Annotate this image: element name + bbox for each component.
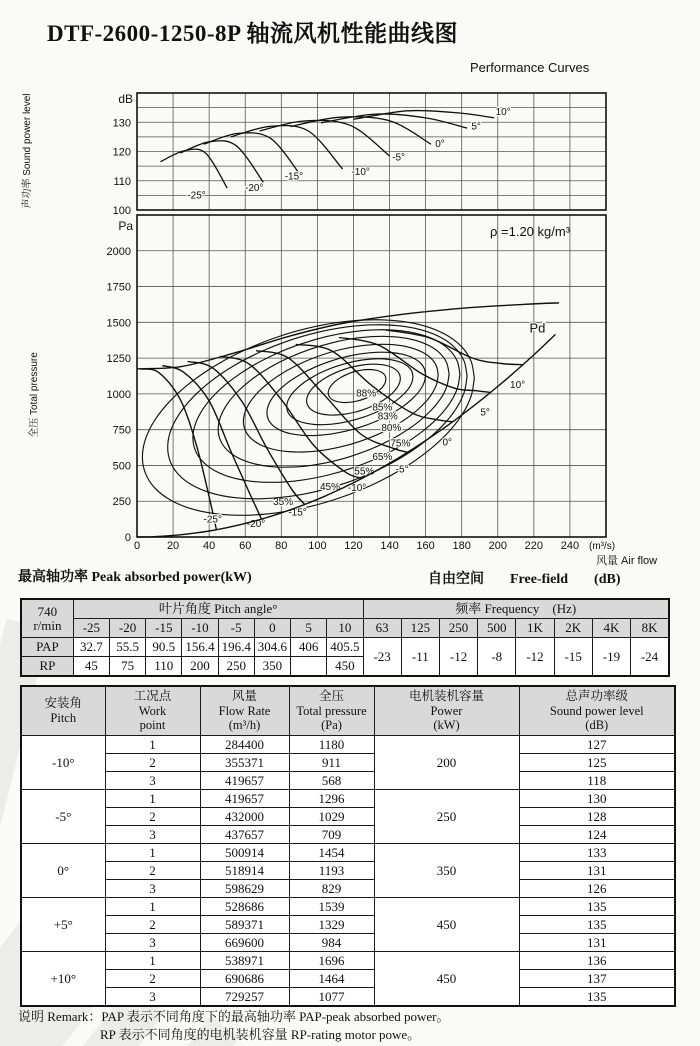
pitch-curve-label: -25° <box>203 514 222 526</box>
sound-curve-label: -20° <box>245 182 264 194</box>
y-axis-tick-label: 1250 <box>106 353 131 366</box>
x-axis-tick-label: 0 <box>133 540 141 552</box>
table-row <box>21 952 675 970</box>
flow-rate-cell: 518914 <box>200 862 289 880</box>
table-row <box>21 772 675 790</box>
x-axis-tick-label: 20 <box>166 540 180 552</box>
total-pressure-cell: 1193 <box>289 862 374 880</box>
sound-curve-label: 5° <box>471 121 481 133</box>
sound-power-cell: 131 <box>519 934 675 952</box>
flow-rate-cell: 419657 <box>200 772 289 790</box>
rp-value: 200 <box>182 657 218 677</box>
pitch-cell: +5° <box>21 898 105 952</box>
table-row <box>21 736 675 754</box>
work-point-cell: 3 <box>105 826 200 844</box>
efficiency-label: 55% <box>354 466 375 478</box>
pitch-angle-value: -10 <box>182 619 218 638</box>
frequency-header: 频率 Frequency (Hz) <box>363 599 669 619</box>
table-row <box>21 916 675 934</box>
table-row <box>21 790 675 808</box>
pitch-angle-value: -5 <box>218 619 254 638</box>
frequency-band: 63 <box>363 619 401 638</box>
frequency-band: 8K <box>631 619 669 638</box>
work-point-cell: 2 <box>105 970 200 988</box>
remark-line-2: RP 表示不同角度的电机装机容量 RP-rating motor powe。 <box>100 1027 421 1042</box>
efficiency-label: 65% <box>372 452 393 464</box>
pitch-frequency-table <box>20 598 670 677</box>
x-axis-tick-label: 240 <box>560 540 580 552</box>
power-cell: 250 <box>374 790 519 844</box>
work-point-cell: 1 <box>105 844 200 862</box>
pap-value: 156.4 <box>182 638 218 657</box>
sound-curve-label: 10° <box>495 106 511 118</box>
pap-value: 405.5 <box>327 638 363 657</box>
sound-power-cell: 124 <box>519 826 675 844</box>
pd-curve-label: Pd <box>529 320 546 336</box>
frequency-band: 2K <box>554 619 592 638</box>
pap-row-label: PAP <box>21 638 73 657</box>
sound-power-cell: 125 <box>519 754 675 772</box>
pitch-curve-label: 0° <box>442 437 453 449</box>
flow-rate-cell: 538971 <box>200 952 289 970</box>
table-row <box>21 862 675 880</box>
sound-power-cell: 130 <box>519 790 675 808</box>
free-field-en: Free-field <box>510 572 569 587</box>
table-cell <box>21 619 669 638</box>
rp-value: 350 <box>254 657 290 677</box>
y-axis-tick-label: 500 <box>112 460 131 473</box>
x-axis-unit-label: (m³/s) <box>589 541 616 552</box>
table-row <box>21 898 675 916</box>
pitch-pressure-curve <box>256 351 411 453</box>
sound-power-cell: 118 <box>519 772 675 790</box>
pressure-chart-ylabel: 全压 Total pressure <box>29 352 40 438</box>
total-pressure-cell: 911 <box>289 754 374 772</box>
table-row <box>21 754 675 772</box>
frequency-correction-value: -11 <box>401 638 439 677</box>
pap-value: 90.5 <box>146 638 182 657</box>
y-axis-tick-label: 1750 <box>106 281 131 294</box>
pitch-cell: -5° <box>21 790 105 844</box>
x-axis-tick-label: 60 <box>239 540 252 552</box>
frequency-band: 500 <box>478 619 516 638</box>
y-axis-tick-label: 250 <box>112 496 131 509</box>
work-point-cell: 3 <box>105 934 200 952</box>
x-axis-tick-label: 40 <box>203 540 216 552</box>
flow-rate-cell: 589371 <box>200 916 289 934</box>
sound-curve-label: -10° <box>351 166 370 178</box>
pap-value: 406 <box>291 638 327 657</box>
pitch-cell: -10° <box>21 736 105 790</box>
column-header: 总声功率级 Sound power level (dB) <box>519 686 675 736</box>
work-point-cell: 3 <box>105 772 200 790</box>
sound-power-cell: 127 <box>519 736 675 754</box>
sound-curve-label: -25° <box>187 190 206 202</box>
total-pressure-cell: 984 <box>289 934 374 952</box>
x-axis-tick-label: 180 <box>452 540 471 552</box>
sound-power-cell: 136 <box>519 952 675 970</box>
sound-power-cell: 128 <box>519 808 675 826</box>
sound-power-cell: 131 <box>519 862 675 880</box>
sound-power-cell: 133 <box>519 844 675 862</box>
sound-power-cell: 126 <box>519 880 675 898</box>
total-pressure-cell: 568 <box>289 772 374 790</box>
flow-rate-cell: 500914 <box>200 844 289 862</box>
pitch-angle-value: -25 <box>73 619 109 638</box>
rp-value: 110 <box>146 657 182 677</box>
frequency-correction-value: -23 <box>363 638 401 677</box>
total-pressure-cell: 709 <box>289 826 374 844</box>
performance-curves-label: Performance Curves <box>470 60 590 75</box>
pitch-angle-value: 10 <box>327 619 363 638</box>
column-header: 安装角 Pitch <box>21 686 105 736</box>
efficiency-label: 80% <box>381 422 402 434</box>
flow-rate-cell: 432000 <box>200 808 289 826</box>
rp-value: 250 <box>218 657 254 677</box>
frequency-band: 250 <box>439 619 477 638</box>
total-pressure-cell: 1029 <box>289 808 374 826</box>
pitch-angle-value: -20 <box>110 619 146 638</box>
column-header: 电机装机容量 Power (kW) <box>374 686 519 736</box>
pitch-angle-value: 0 <box>254 619 290 638</box>
sound-curve <box>231 126 343 170</box>
sound-curve-label: -5° <box>392 152 406 164</box>
rp-value <box>291 657 327 677</box>
power-cell: 200 <box>374 736 519 790</box>
flow-rate-cell: 437657 <box>200 826 289 844</box>
rp-value: 45 <box>73 657 109 677</box>
table-cell <box>21 599 669 619</box>
column-header: 风量 Flow Rate (m³/h) <box>200 686 289 736</box>
power-cell: 450 <box>374 898 519 952</box>
y-axis-tick-label: 2000 <box>106 245 131 258</box>
sound-chart-ylabel: 声功率 Sound power level <box>22 93 33 209</box>
pap-value: 32.7 <box>73 638 109 657</box>
y-axis-tick-label: 1500 <box>106 317 131 330</box>
work-point-cell: 1 <box>105 790 200 808</box>
efficiency-label: 75% <box>390 438 411 450</box>
table-row <box>21 844 675 862</box>
y-axis-tick-label: 100 <box>112 205 131 217</box>
pitch-curve-label: 5° <box>480 407 490 419</box>
frequency-band: 4K <box>592 619 630 638</box>
page-title: DTF-2600-1250-8P 轴流风机性能曲线图 <box>47 21 459 46</box>
flow-rate-cell: 690686 <box>200 970 289 988</box>
x-axis-tick-label: 100 <box>308 540 327 552</box>
sound-curve <box>204 133 300 174</box>
speed-cell: 740 r/min <box>21 599 73 638</box>
rp-value: 450 <box>327 657 363 677</box>
table-row <box>21 934 675 952</box>
work-point-cell: 2 <box>105 754 200 772</box>
peak-power-label: 最高轴功率 Peak absorbed power(kW) <box>18 570 252 585</box>
x-axis-title: 风量 Air flow <box>596 555 658 567</box>
column-header: 全压 Total pressure (Pa) <box>289 686 374 736</box>
total-pressure-cell: 1454 <box>289 844 374 862</box>
efficiency-label: 88% <box>356 388 377 400</box>
sound-curve <box>321 114 467 128</box>
performance-charts <box>0 85 700 580</box>
x-axis-tick-label: 120 <box>344 540 363 552</box>
work-point-cell: 2 <box>105 862 200 880</box>
free-field-unit: (dB) <box>594 572 621 587</box>
flow-rate-cell: 528686 <box>200 898 289 916</box>
frequency-band: 1K <box>516 619 554 638</box>
efficiency-label: 83% <box>377 411 398 423</box>
sound-curve-label: -15° <box>284 171 304 183</box>
work-point-cell: 3 <box>105 880 200 898</box>
table-row <box>21 808 675 826</box>
y-axis-tick-label: 110 <box>113 175 131 188</box>
pitch-curve-label: -20° <box>246 518 266 530</box>
operating-points-table <box>20 685 676 1007</box>
flow-rate-cell: 598629 <box>200 880 289 898</box>
free-field-label <box>428 568 647 588</box>
sound-curve-label: 0° <box>435 139 445 151</box>
y-axis-tick-label: 1000 <box>106 388 131 401</box>
total-pressure-cell: 829 <box>289 880 374 898</box>
work-point-cell: 2 <box>105 808 200 826</box>
work-point-cell: 1 <box>105 736 200 754</box>
power-cell: 450 <box>374 952 519 1007</box>
free-field-zh: 自由空间 <box>428 572 484 587</box>
y-axis-tick-label: 130 <box>112 117 131 130</box>
sound-power-cell: 135 <box>519 916 675 934</box>
flow-rate-cell: 284400 <box>200 736 289 754</box>
frequency-correction-value: -19 <box>592 638 630 677</box>
pitch-angle-header: 叶片角度 Pitch angle° <box>73 599 363 619</box>
frequency-correction-value: -12 <box>439 638 477 677</box>
sound-curve <box>180 141 263 183</box>
total-pressure-cell: 1539 <box>289 898 374 916</box>
frequency-correction-value: -15 <box>554 638 592 677</box>
total-pressure-cell: 1329 <box>289 916 374 934</box>
table-row <box>21 826 675 844</box>
sound-power-cell: 135 <box>519 988 675 1007</box>
y-axis-unit-label: dB <box>118 92 133 106</box>
y-axis-tick-label: 750 <box>112 424 131 437</box>
rp-value: 75 <box>110 657 146 677</box>
work-point-cell: 1 <box>105 952 200 970</box>
x-axis-tick-label: 160 <box>416 540 435 552</box>
frequency-band: 125 <box>401 619 439 638</box>
table-cell <box>21 686 675 736</box>
pap-value: 55.5 <box>110 638 146 657</box>
column-header: 工况点 Work point <box>105 686 200 736</box>
efficiency-label: 35% <box>273 496 294 508</box>
pap-value: 304.6 <box>254 638 290 657</box>
pitch-curve-label: -5° <box>395 464 409 476</box>
flow-rate-cell: 729257 <box>200 988 289 1007</box>
flow-rate-cell: 355371 <box>200 754 289 772</box>
sound-curve <box>160 149 227 188</box>
pitch-angle-value: 5 <box>291 619 327 638</box>
flow-rate-cell: 419657 <box>200 790 289 808</box>
pd-curve <box>137 334 556 537</box>
total-pressure-cell: 1077 <box>289 988 374 1007</box>
y-axis-tick-label: 120 <box>112 146 131 159</box>
sound-power-cell: 137 <box>519 970 675 988</box>
pitch-curve-label: -15° <box>288 507 307 519</box>
x-axis-tick-label: 80 <box>275 540 288 552</box>
total-pressure-cell: 1464 <box>289 970 374 988</box>
sound-curve <box>260 120 390 155</box>
frequency-correction-value: -12 <box>516 638 554 677</box>
remark-line-1: 说明 Remark：PAP 表示不同角度下的最高轴功率 PAP-peak absorbed power。 <box>18 1009 450 1024</box>
surge-envelope-curve <box>137 303 559 369</box>
pitch-curve-label: 10° <box>510 380 526 392</box>
efficiency-label: 45% <box>320 481 341 493</box>
table-cell <box>21 638 669 657</box>
frequency-correction-value: -24 <box>631 638 669 677</box>
pitch-pressure-curve <box>162 366 261 519</box>
rp-row-label: RP <box>21 657 73 677</box>
table-row <box>21 970 675 988</box>
air-density-note: ρ =1.20 kg/m³ <box>490 224 571 239</box>
pitch-curve-label: -10° <box>347 483 367 495</box>
total-pressure-cell: 1180 <box>289 736 374 754</box>
total-pressure-cell: 1696 <box>289 952 374 970</box>
total-pressure-cell: 1296 <box>289 790 374 808</box>
y-axis-tick-label: 0 <box>124 532 131 544</box>
table-row <box>21 880 675 898</box>
y-axis-unit-label: Pa <box>118 219 133 233</box>
x-axis-tick-label: 140 <box>380 540 399 552</box>
efficiency-label: 85% <box>372 402 393 414</box>
pitch-angle-value: -15 <box>146 619 182 638</box>
work-point-cell: 3 <box>105 988 200 1007</box>
pitch-cell: +10° <box>21 952 105 1007</box>
frequency-correction-value: -8 <box>478 638 516 677</box>
flow-rate-cell: 669600 <box>200 934 289 952</box>
x-axis-tick-label: 220 <box>524 540 544 552</box>
x-axis-tick-label: 200 <box>488 540 507 552</box>
pitch-cell: 0° <box>21 844 105 898</box>
table-row <box>21 988 675 1007</box>
pap-value: 196.4 <box>218 638 254 657</box>
power-cell: 350 <box>374 844 519 898</box>
work-point-cell: 1 <box>105 898 200 916</box>
work-point-cell: 2 <box>105 916 200 934</box>
sound-power-cell: 135 <box>519 898 675 916</box>
